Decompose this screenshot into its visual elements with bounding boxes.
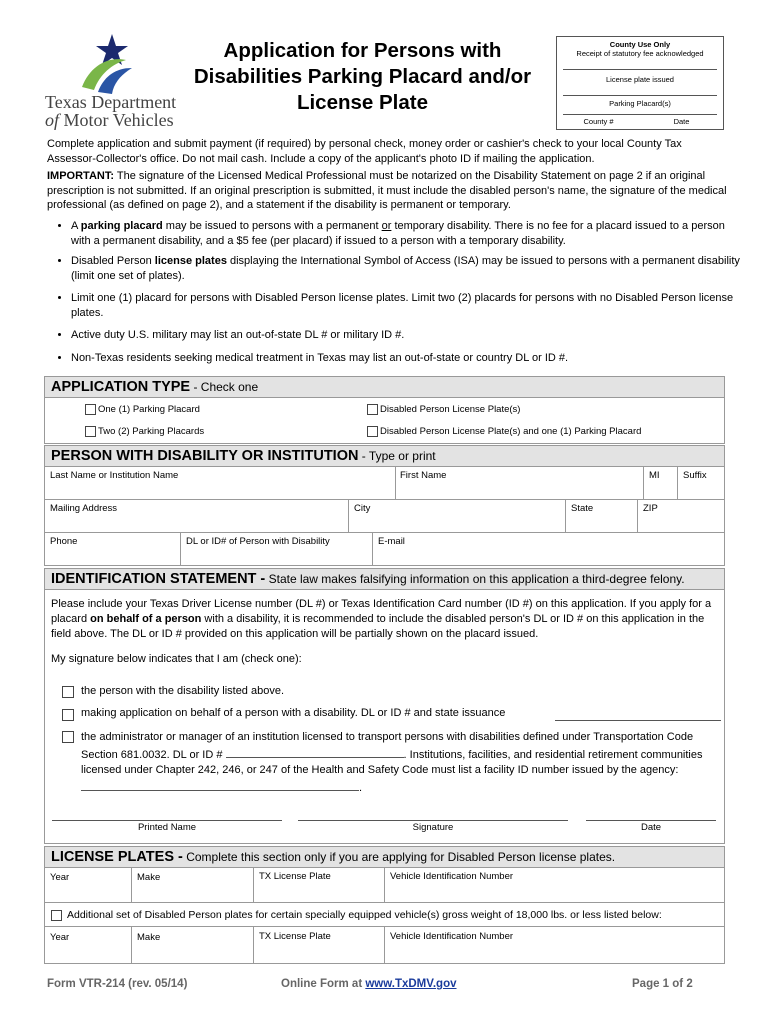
tx-plate-field[interactable]: TX License Plate (259, 871, 331, 882)
year-field-2[interactable]: Year (50, 932, 70, 943)
agency-name-line1: Texas Department (45, 92, 177, 112)
zip-field[interactable]: ZIP (643, 503, 658, 514)
application-type-note: - Check one (190, 380, 259, 394)
identification-header (44, 568, 725, 590)
mailing-address-field[interactable]: Mailing Address (50, 503, 118, 514)
person-section-title: PERSON WITH DISABILITY OR INSTITUTION (51, 448, 359, 464)
state-field[interactable]: State (571, 503, 594, 514)
form-title: Application for Persons with Disabilities Parking Placard and/or License Plate (193, 39, 532, 114)
last-name-field[interactable]: Last Name or Institution Name (50, 470, 179, 481)
make-field-2[interactable]: Make (137, 932, 161, 943)
plates-label: Disabled Person License Plate(s) (380, 404, 521, 415)
one-placard-checkbox[interactable] (85, 404, 96, 415)
suffix-field[interactable]: Suffix (683, 470, 707, 481)
two-placards-checkbox[interactable] (85, 426, 96, 437)
identification-title: IDENTIFICATION STATEMENT - (51, 571, 266, 587)
placards-label: Parking Placard(s) (609, 99, 671, 108)
two-placards-label: Two (2) Parking Placards (98, 426, 205, 437)
state-issuance-line[interactable] (555, 720, 721, 721)
county-date-line[interactable] (563, 114, 717, 115)
date-line[interactable] (586, 820, 716, 821)
county-number-label: County # (583, 117, 614, 126)
first-name-field[interactable]: First Name (400, 470, 447, 481)
dl-id-field[interactable]: DL or ID# of Person with Disability (186, 536, 330, 547)
plates-and-placard-checkbox[interactable] (367, 426, 378, 437)
additional-plates-checkbox[interactable] (51, 910, 62, 921)
phone-field[interactable]: Phone (50, 536, 78, 547)
email-field[interactable]: E-mail (378, 536, 405, 547)
admin-dl-line[interactable] (226, 746, 404, 758)
plates-checkbox[interactable] (367, 404, 378, 415)
list-item: • Disabled Person license plates displaying the International Symbol of Access (ISA) may be issued to persons with a permanent disability (limit one set of plates). (71, 254, 741, 283)
printed-name-line[interactable] (52, 820, 282, 821)
date-label: Date (640, 822, 662, 833)
receipt-label: Receipt of statutory fee acknowledged (576, 49, 704, 58)
self-checkbox[interactable] (62, 686, 74, 698)
plates-and-placard-label: Disabled Person License Plate(s) and one (1) Parking Placard (380, 426, 642, 437)
agency-name-line2: of Motor Vehicles (45, 110, 174, 130)
identification-note: State law makes falsifying information on this application a third-degree felony. (265, 572, 685, 586)
txdmv-link[interactable]: www.TxDMV.gov (365, 978, 457, 990)
license-plates-grid (44, 868, 725, 964)
person-section-note: - Type or print (358, 449, 436, 463)
list-item: • Non-Texas residents seeking medical treatment in Texas may list an out-of-state or country DL or ID #. (71, 351, 741, 366)
county-use-heading: County Use Only (609, 40, 671, 49)
additional-plates-label: Additional set of Disabled Person plates for certain specially equipped vehicle(s) gross weight of 18,000 lbs. or less listed below: (67, 909, 662, 921)
license-plates-header (44, 846, 725, 868)
list-item: • Active duty U.S. military may list an out-of-state DL # or military ID #. (71, 328, 741, 343)
online-form-note: Online Form at www.TxDMV.gov (281, 978, 457, 990)
receipt-line[interactable] (563, 69, 717, 70)
plate-issued-label: License plate issued (606, 75, 674, 84)
license-plates-title: LICENSE PLATES - (51, 849, 183, 865)
county-use-box (556, 36, 724, 130)
mi-field[interactable]: MI (649, 470, 660, 481)
signature-label: Signature (412, 822, 454, 833)
person-fields (44, 467, 725, 566)
vin-field[interactable]: Vehicle Identification Number (390, 871, 514, 882)
signature-line[interactable] (298, 820, 568, 821)
form-number: Form VTR-214 (rev. 05/14) (47, 978, 188, 990)
important-paragraph: IMPORTANT: The signature of the Licensed Medical Professional must be notarized on the Disability Statement on page 2 if an original prescription is not submitted. If an original prescription is submitted, it must include the disabled person's name, the signature of the medical professional (as defined on page 2), and a statement if the disability is permanent or temporary. (47, 170, 727, 211)
application-type-title: APPLICATION TYPE (51, 379, 191, 395)
make-field[interactable]: Make (137, 872, 161, 883)
county-date-label: Date (673, 117, 690, 126)
printed-name-label: Printed Name (137, 822, 197, 833)
application-type-options (44, 398, 725, 444)
list-item: • Limit one (1) placard for persons with Disabled Person license plates. Limit two (2) placards for persons with no Disabled Person license plates. (71, 291, 741, 320)
instruction-list (47, 219, 741, 371)
intro-paragraph: Complete application and submit payment (if required) by personal check, money order or cashier's check to your local County Tax Assessor-Collector's office. Do not mail cash. Include a copy of the applicant's photo ID if mailing the application. (47, 138, 682, 165)
page-number: Page 1 of 2 (632, 978, 693, 990)
identification-paragraph: Please include your Texas Driver License number (DL #) or Texas Identification Card number (ID #) on this application. If you apply for a placard on behalf of a person with a disability, it is recommended to include the disabled person's DL or ID # on this application in the field above. The DL or ID # provided on this application will be partially shown on the placard issued. (51, 598, 712, 640)
year-field[interactable]: Year (50, 872, 70, 883)
person-section-header (44, 445, 725, 467)
on-behalf-option-label: making application on behalf of a person with a disability. DL or ID # and state issuance (81, 707, 506, 719)
on-behalf-checkbox[interactable] (62, 709, 74, 721)
plate-issued-line[interactable] (563, 95, 717, 96)
tx-plate-field-2[interactable]: TX License Plate (259, 931, 331, 942)
administrator-checkbox[interactable] (62, 731, 74, 743)
vin-field-2[interactable]: Vehicle Identification Number (390, 931, 514, 942)
self-option-label: the person with the disability listed above. (81, 685, 285, 697)
city-field[interactable]: City (354, 503, 371, 514)
signature-intro: My signature below indicates that I am (check one): (51, 653, 302, 665)
one-placard-label: One (1) Parking Placard (98, 404, 200, 415)
facility-id-line[interactable] (81, 779, 359, 791)
list-item: • A parking placard may be issued to persons with a permanent or temporary disability. There is no fee for a placard issued to a person with a permanent disability, and a $5 fee (per placard) if issued to a person with a temporary disability. (71, 219, 741, 248)
administrator-option-label: the administrator or manager of an institution licensed to transport persons with disabilities defined under Transportation Code Section 681.0032. DL or ID # . Institutions, facilities, and residential retirement communities licensed under Chapter 242, 246, or 247 of the Health and Safety Code must list a facility ID number issued by the agency: . (81, 731, 703, 794)
application-type-header (44, 376, 725, 398)
license-plates-note: Complete this section only if you are applying for Disabled Person license plates. (182, 850, 616, 864)
